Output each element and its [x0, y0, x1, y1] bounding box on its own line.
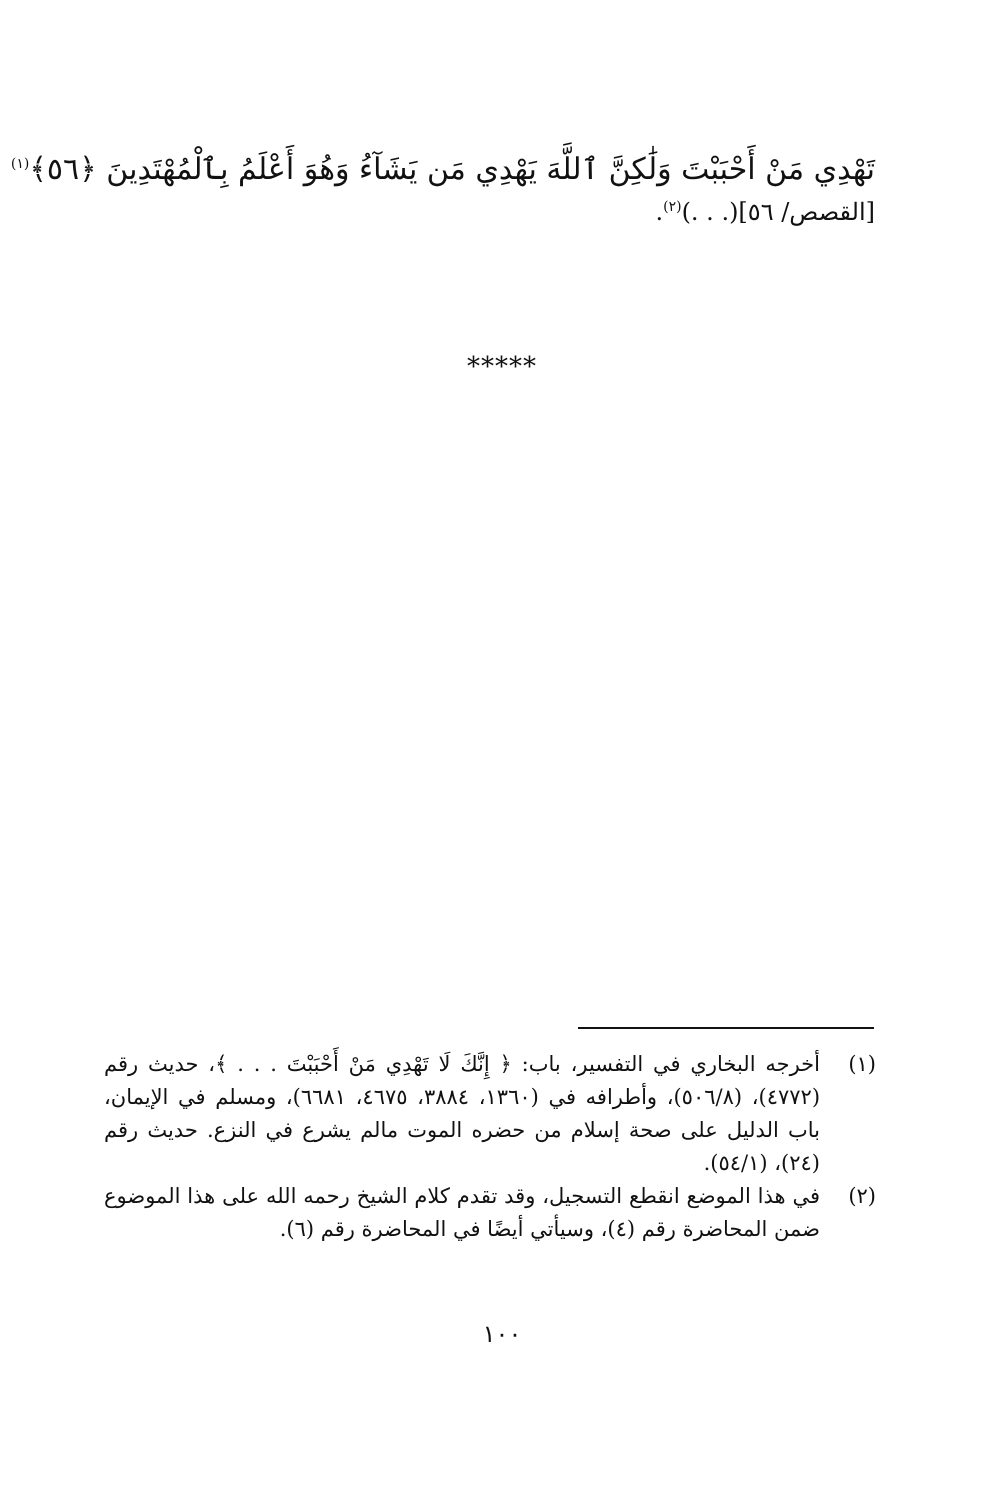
footnote-text: أخرجه البخاري في التفسير، باب: ﴿ إِنَّكَ لَا تَهْدِي مَنْ أَحْبَبْتَ . . . ﴾، حديث رقم (٤٧٧٢)، (٥٠٦/٨)، وأطرافه في (١٣٦٠، ٣٨٨٤، ٤٦٧٥، ٦٦٨١)، ومسلم في الإيمان، باب الدليل على صحة إسلام من حضره الموت مالم يشرع في النزع. حديث رقم (٢٤)، (٥٤/١).	[104, 1052, 821, 1175]
verse-line	[10, 148, 875, 192]
verse-reference: [القصص/ ٥٦](. . .)	[681, 198, 875, 226]
footnotes-section	[104, 1048, 876, 1246]
footnote-marker-1[interactable]: (١)	[10, 156, 30, 172]
section-separator: *****	[467, 352, 537, 382]
footnote-1	[104, 1048, 876, 1180]
page-number: ١٠٠	[482, 1320, 522, 1348]
reference-end-punctuation: .	[655, 198, 664, 226]
quran-verse-block	[10, 148, 875, 232]
footnote-2	[104, 1180, 876, 1246]
footnote-number: (١)	[848, 1052, 876, 1076]
footnote-text: في هذا الموضع انقطع التسجيل، وقد تقدم كلام الشيخ رحمه الله على هذا الموضوع ضمن المحاضرة رقم (٤)، وسيأتي أيضًا في المحاضرة رقم (٦).	[104, 1184, 820, 1241]
footnote-divider	[578, 1027, 874, 1029]
footnote-number: (٢)	[848, 1184, 876, 1208]
verse-text: تَهْدِي مَنْ أَحْبَبْتَ وَلَٰكِنَّ ٱللَّهَ يَهْدِي مَن يَشَآءُ وَهُوَ أَعْلَمُ بِٱلْمُهْتَدِينَ ﴿٥٦﴾	[29, 152, 875, 187]
footnote-marker-2[interactable]: (٢)	[663, 199, 682, 215]
verse-reference-line	[100, 192, 875, 232]
